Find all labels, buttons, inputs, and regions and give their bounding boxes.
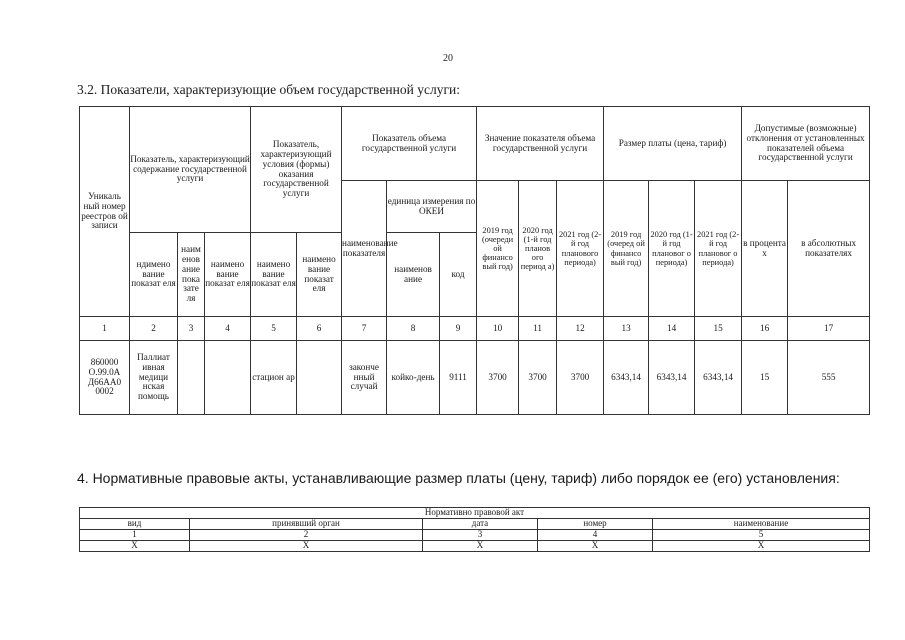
volume-indicators-table (79, 106, 870, 415)
header-volume-2021: 2021 год (2-й год планового периода) (557, 181, 604, 317)
header-content-3: наимено вание показат еля (205, 233, 251, 317)
cell-indicator-name: закончe нный случай (342, 341, 387, 415)
legal-value-name: Х (653, 541, 870, 552)
cell-content-3 (205, 341, 251, 415)
cell-price-2021: 6343,14 (695, 341, 742, 415)
cell-price-2019: 6343,14 (604, 341, 649, 415)
header-value-group: Значение показателя объема государственной услуги (477, 107, 604, 181)
cell-unique-number: 860000 О.99.0А Д66АА0 0002 (80, 341, 130, 415)
header-content-group: Показатель, характеризующий содержание государственной услуги (130, 107, 251, 233)
header-deviation-group: Допустимые (возможные) отклонения от установленных показателей объема государственной услуги (742, 107, 870, 181)
header-condition-2: наимено вание показат еля (297, 233, 342, 317)
page-number: 20 (443, 53, 453, 64)
header-content-1: ндимено вание показат еля (130, 233, 178, 317)
legal-column-number: 4 (538, 530, 653, 541)
legal-column-number: 5 (653, 530, 870, 541)
header-deviation-absolute: в абсолютных показателях (788, 181, 870, 317)
column-number: 4 (205, 317, 251, 341)
column-number: 3 (178, 317, 205, 341)
legal-value-date: Х (423, 541, 538, 552)
column-number: 12 (557, 317, 604, 341)
column-number: 6 (297, 317, 342, 341)
cell-volume-2019: 3700 (477, 341, 519, 415)
cell-price-2020: 6343,14 (649, 341, 695, 415)
header-condition-1: наимено вание показат еля (251, 233, 297, 317)
header-price-group: Размер платы (цена, тариф) (604, 107, 742, 181)
legal-value-authority: Х (190, 541, 423, 552)
header-price-2021: 2021 год (2-й год плановог о периода) (695, 181, 742, 317)
cell-condition-2 (297, 341, 342, 415)
legal-acts-table (79, 507, 870, 552)
cell-unit-name: койко-день (387, 341, 440, 415)
column-number: 2 (130, 317, 178, 341)
header-unit-group: единица измерения по ОКЕИ (387, 181, 477, 233)
section-3-2-title: 3.2. Показатели, характеризующие объем государственной услуги: (77, 82, 460, 97)
header-unit-name: наименов ание (387, 233, 440, 317)
column-number: 17 (788, 317, 870, 341)
legal-header-authority: принявший орган (190, 519, 423, 530)
cell-deviation-percent: 15 (742, 341, 788, 415)
cell-condition-1: стацион ар (251, 341, 297, 415)
column-number: 10 (477, 317, 519, 341)
cell-content-1: Паллиат ивная медици нская помощь (130, 341, 178, 415)
header-volume-2020: 2020 год (1-й год планов ого период а) (519, 181, 557, 317)
column-number: 15 (695, 317, 742, 341)
section-4-title: 4. Нормативные правовые акты, устанавливающие размер платы (цену, тариф) либо порядок ее (его) установления: (77, 470, 840, 486)
column-number: 11 (519, 317, 557, 341)
header-volume-2019: 2019 год (очереди ой финансо вый год) (477, 181, 519, 317)
header-content-2: наим енов ание пока зате ля (178, 233, 205, 317)
cell-deviation-absolute: 555 (788, 341, 870, 415)
column-number: 1 (80, 317, 130, 341)
header-volume-group: Показатель объема государственной услуги (342, 107, 477, 181)
header-indicator-name: наименование показателя (342, 181, 387, 317)
legal-column-number: 3 (423, 530, 538, 541)
legal-value-type: Х (80, 541, 190, 552)
cell-volume-2020: 3700 (519, 341, 557, 415)
header-unique-number: Уникаль ный номер реестров ой записи (80, 107, 130, 317)
legal-header-date: дата (423, 519, 538, 530)
legal-header-name: наименование (653, 519, 870, 530)
legal-column-number: 1 (80, 530, 190, 541)
column-number: 7 (342, 317, 387, 341)
column-number: 13 (604, 317, 649, 341)
column-number: 5 (251, 317, 297, 341)
column-number: 9 (440, 317, 477, 341)
header-unit-code: код (440, 233, 477, 317)
legal-header-type: вид (80, 519, 190, 530)
legal-group-header: Нормативно правовой акт (80, 508, 870, 519)
header-price-2020: 2020 год (1-й год плановог о периода) (649, 181, 695, 317)
header-deviation-percent: в процента х (742, 181, 788, 317)
cell-content-2 (178, 341, 205, 415)
cell-unit-code: 9111 (440, 341, 477, 415)
column-number: 16 (742, 317, 788, 341)
column-number: 8 (387, 317, 440, 341)
column-number: 14 (649, 317, 695, 341)
legal-column-number: 2 (190, 530, 423, 541)
cell-volume-2021: 3700 (557, 341, 604, 415)
legal-header-number: номер (538, 519, 653, 530)
legal-value-number: Х (538, 541, 653, 552)
header-price-2019: 2019 год (очеред ой финансо вый год) (604, 181, 649, 317)
header-conditions-group: Показатель, характеризующий условия (формы) оказания государственной услуги (251, 107, 342, 233)
